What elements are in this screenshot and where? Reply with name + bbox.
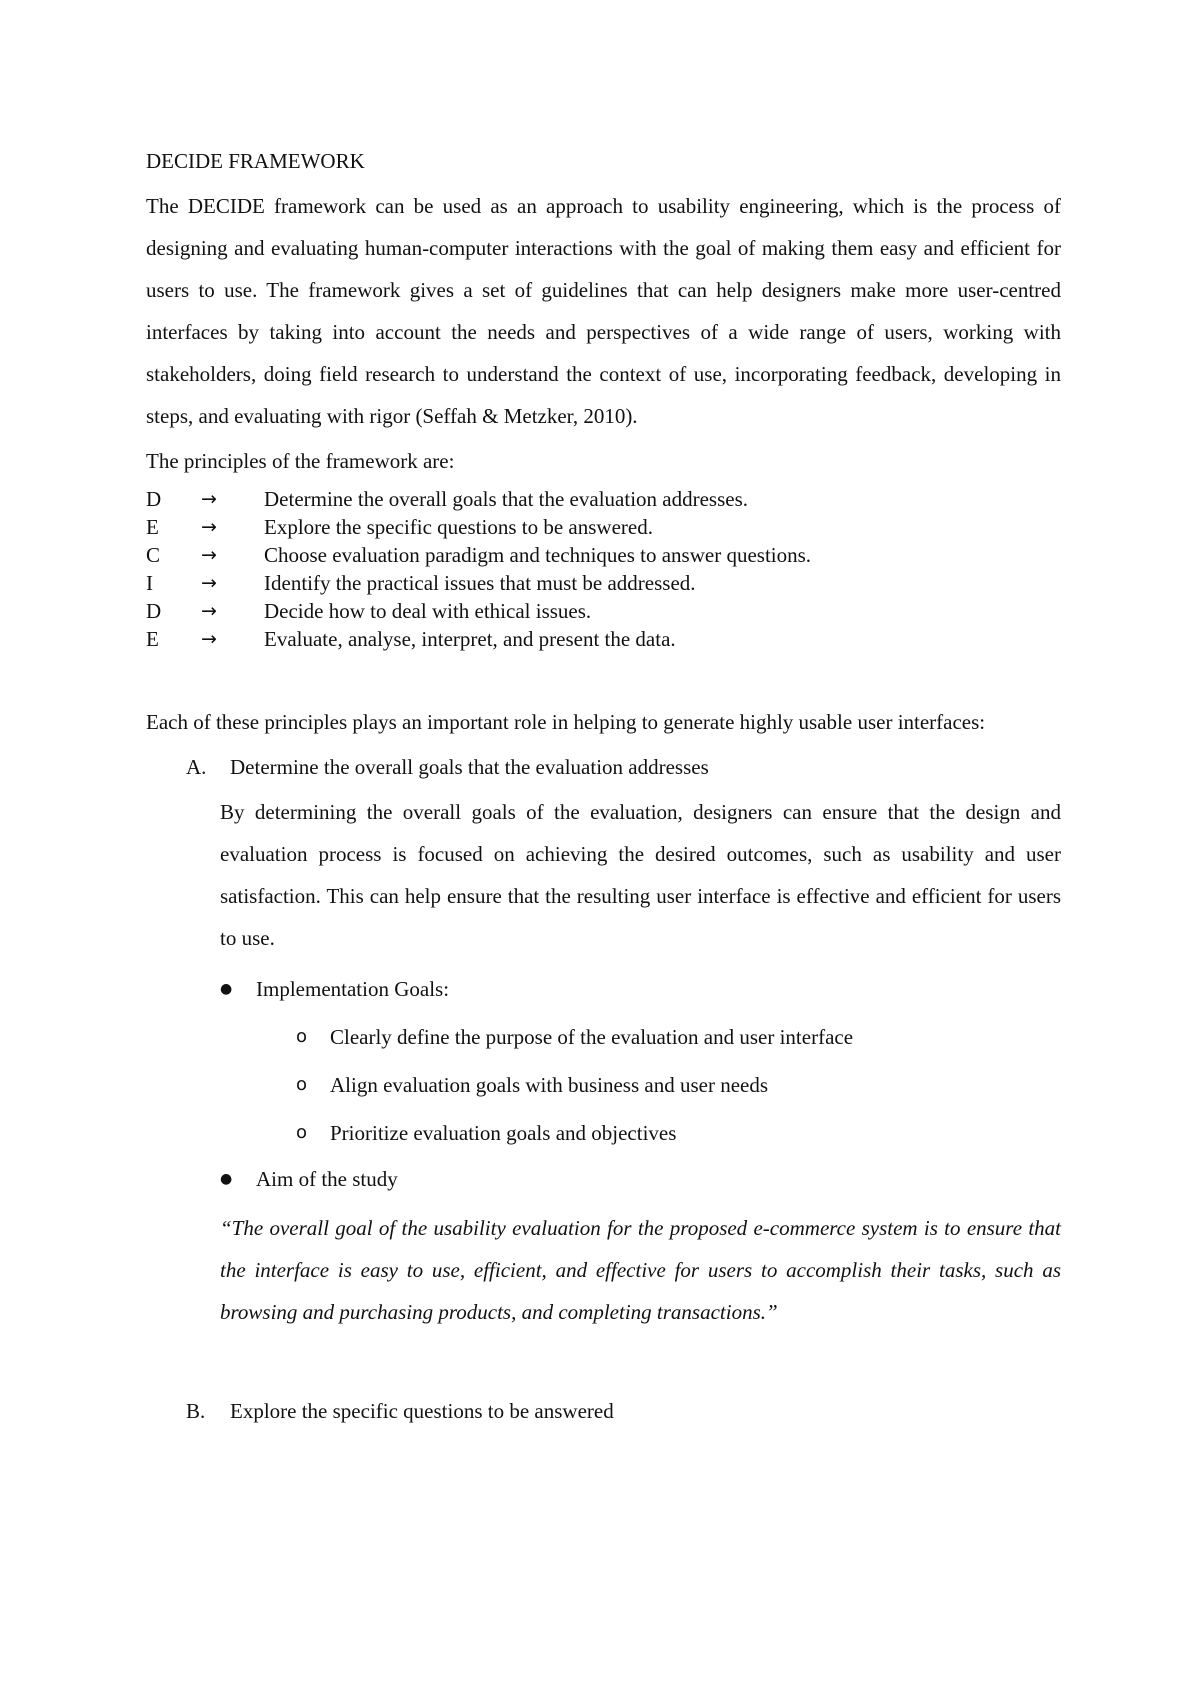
aim-quote: “The overall goal of the usability evaluation for the proposed e-commerce system is to ensure that the interface is easy to use, efficient, and effective for users to accomplish their tasks, such as browsing and purchasing products, and completing transactions.”	[220, 1216, 1061, 1324]
bullet-aim-of-study	[220, 1163, 1061, 1195]
sub-list-item-text: Prioritize evaluation goals and objectives	[330, 1121, 677, 1145]
principle-text: Identify the practical issues that must be addressed.	[264, 571, 696, 595]
section-a-letter: A.	[186, 755, 207, 779]
arrow-icon: →	[201, 572, 217, 594]
section-b-letter: B.	[186, 1399, 206, 1423]
arrow-icon: →	[201, 516, 217, 538]
sub-list-item-text: Clearly define the purpose of the evaluation and user interface	[330, 1025, 854, 1049]
section-a-body	[220, 791, 1061, 959]
principle-text: Evaluate, analyse, interpret, and present the data.	[264, 627, 676, 651]
principle-letter: E	[146, 627, 159, 651]
section-a-title: Determine the overall goals that the evaluation addresses	[230, 755, 709, 779]
bullet-label: Implementation Goals:	[256, 977, 450, 1001]
principles-role-paragraph: Each of these principles plays an important role in helping to generate highly usable user interfaces:	[146, 710, 986, 734]
section-a-heading	[146, 751, 1061, 783]
document-title: DECIDE FRAMEWORK	[146, 149, 365, 173]
arrow-icon: →	[201, 488, 217, 510]
section-b-title: Explore the specific questions to be answered	[230, 1399, 614, 1423]
principle-letter: I	[146, 571, 153, 595]
intro-paragraph: The DECIDE framework can be used as an approach to usability engineering, which is the process of designing and evaluating human-computer interactions with the goal of making them easy and efficient for users to use. The framework gives a set of guidelines that can help designers make more user-centred interfaces by taking into account the needs and perspectives of a wide range of users, working with stakeholders, doing field research to understand the context of use, incorporating feedback, developing in steps, and evaluating with rigor (Seffah & Metzker, 2010).	[146, 194, 1061, 428]
principle-letter: D	[146, 599, 162, 623]
principle-text: Determine the overall goals that the evaluation addresses.	[264, 487, 748, 511]
section-a-paragraph: By determining the overall goals of the evaluation, designers can ensure that the design and evaluation process is focused on achieving the desired outcomes, such as usability and user satisfaction. This can help ensure that the resulting user interface is effective and efficient for users to use.	[220, 800, 1061, 950]
sub-list-item	[296, 1117, 1061, 1149]
document-content	[146, 145, 1061, 1427]
arrow-icon: →	[201, 628, 217, 650]
principle-row	[146, 513, 1061, 541]
principle-row	[146, 541, 1061, 569]
sub-list-item-text: Align evaluation goals with business and user needs	[330, 1073, 769, 1097]
sub-list-item	[296, 1069, 1061, 1101]
bullet-implementation-goals	[220, 973, 1061, 1005]
principles-list	[146, 485, 1061, 653]
principle-letter: D	[146, 487, 162, 511]
principle-letter: C	[146, 543, 161, 567]
principle-text: Decide how to deal with ethical issues.	[264, 599, 592, 623]
section-b-heading	[146, 1395, 1061, 1427]
principle-letter: E	[146, 515, 159, 539]
principle-row	[146, 485, 1061, 513]
principle-text: Explore the specific questions to be answered.	[264, 515, 653, 539]
circle-bullet-icon: o	[296, 1074, 308, 1095]
arrow-icon: →	[201, 600, 217, 622]
principle-text: Choose evaluation paradigm and techniques to answer questions.	[264, 543, 812, 567]
principles-intro: The principles of the framework are:	[146, 449, 455, 473]
arrow-icon: →	[201, 544, 217, 566]
circle-bullet-icon: o	[296, 1026, 308, 1047]
principle-row	[146, 625, 1061, 653]
bullet-icon: ●	[220, 981, 233, 997]
circle-bullet-icon: o	[296, 1122, 308, 1143]
principle-row	[146, 569, 1061, 597]
bullet-label: Aim of the study	[256, 1167, 398, 1191]
bullet-icon: ●	[220, 1171, 233, 1187]
principle-row	[146, 597, 1061, 625]
sub-list-item	[296, 1021, 1061, 1053]
